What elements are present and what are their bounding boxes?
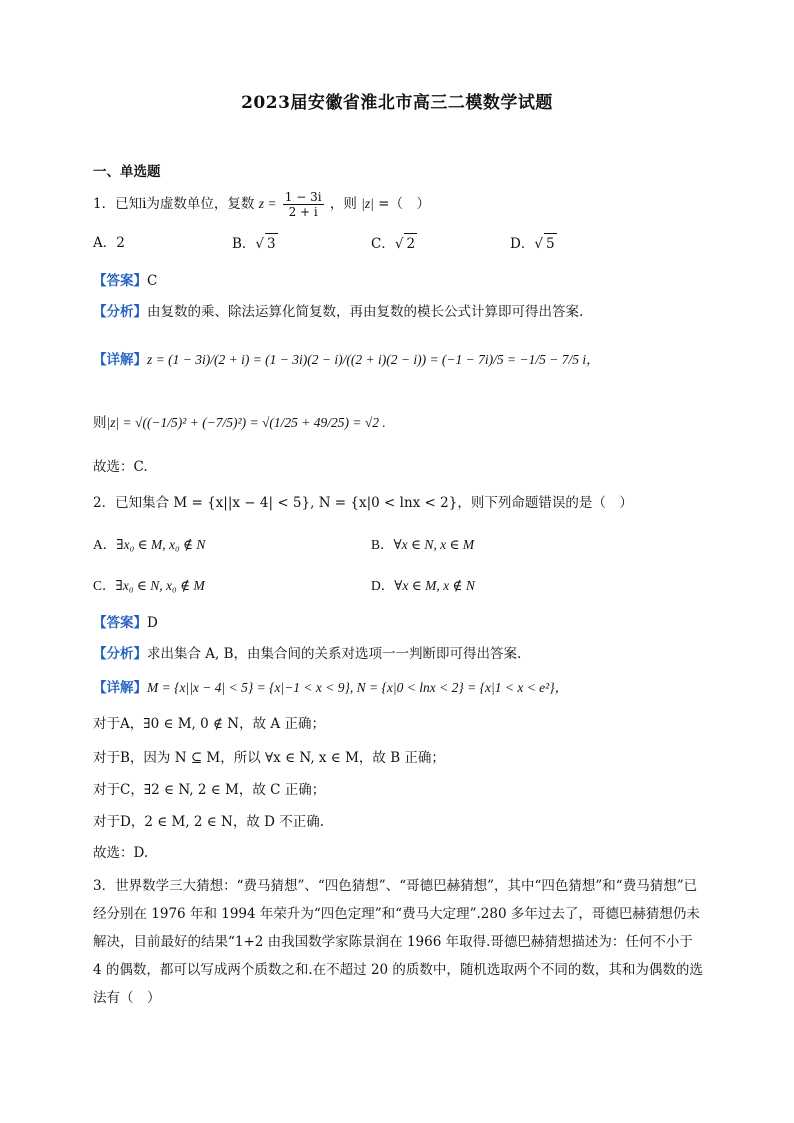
q1-stem-prefix: 1．已知i为虚数单位，复数: [93, 196, 255, 212]
q1-frac-num: 1 − 3i: [284, 190, 322, 204]
q1-frac-den: 2 + i: [288, 205, 318, 219]
option-value: ∀x ∈ N, x ∈ M: [393, 537, 475, 552]
analysis-text: 求出集合 A, B，由集合间的关系对选项一一判断即可得出答案.: [147, 646, 522, 662]
q1-abs-z: |z|: [361, 196, 374, 211]
q2-answer: [93, 613, 158, 633]
option-value: 2: [404, 233, 417, 254]
option-value: 5: [544, 233, 557, 254]
analysis-tag: 【分析】: [93, 646, 147, 662]
answer-value: D: [147, 615, 158, 631]
q2-case-c: 对于C，∃2 ∈ N, 2 ∈ M，故 C 正确；: [93, 782, 326, 798]
option-letter: B．: [232, 236, 256, 252]
answer-tag: 【答案】: [93, 273, 147, 289]
q1-option-d: D．√ 5: [510, 233, 557, 254]
option-letter: B．: [371, 537, 394, 552]
q1-stem-suffix: ，则: [329, 196, 357, 212]
q1-detail: [93, 350, 600, 370]
q1-stem-end: =（ ）: [378, 196, 430, 212]
q2-detail: [93, 678, 568, 698]
option-letter: D．: [510, 236, 535, 252]
q2-option-c: [93, 576, 205, 596]
q2-option-d: [371, 576, 475, 596]
q1-fraction: [283, 190, 324, 219]
analysis-tag: 【分析】: [93, 304, 147, 320]
detail-formula: M = {x||x − 4| < 5} = {x|−1 < x < 9}, N = {x|0 < lnx < 2} = {x|1 < x < e²}，: [147, 680, 569, 695]
q1-analysis: [93, 302, 583, 322]
q1-option-a: [93, 233, 125, 253]
option-value: ∃x₀ ∈ N, x₀ ∉ M: [115, 578, 205, 593]
option-letter: C．: [93, 578, 116, 593]
option-letter: A．: [93, 537, 117, 552]
detail-prefix: 则: [93, 415, 107, 431]
option-value: ∀x ∈ M, x ∉ N: [394, 578, 475, 593]
q2-case-a: 对于A，∃0 ∈ M, 0 ∉ N，故 A 正确；: [93, 716, 325, 732]
option-value: 2: [116, 235, 125, 251]
q1-option-c: C．√ 2: [371, 233, 417, 254]
option-letter: A．: [93, 235, 117, 251]
q1-option-b: B．√ 3: [232, 233, 278, 254]
q2-case-b: 对于B，因为 N ⊆ M，所以 ∀x ∈ N, x ∈ M，故 B 正确；: [93, 750, 445, 766]
answer-value: C: [147, 273, 158, 289]
answer-tag: 【答案】: [93, 615, 147, 631]
q1-conclusion: 故选：C.: [93, 459, 148, 475]
option-value: 3: [265, 233, 278, 254]
q1-detail-modulus: [93, 413, 386, 433]
q1-stem: [93, 190, 430, 219]
q1-z-eq: z =: [258, 196, 277, 211]
option-value: ∃x₀ ∈ M, x₀ ∉ N: [116, 537, 206, 552]
q2-option-a: [93, 535, 205, 555]
q2-stem: 2．已知集合 M = {x||x − 4| < 5}, N = {x|0 < lnx < 2}，则下列命题错误的是（ ）: [93, 495, 633, 511]
analysis-text: 由复数的乘、除法运算化简复数，再由复数的模长公式计算即可得出答案.: [147, 304, 584, 320]
document-title: 2023届安徽省淮北市高三二模数学试题: [241, 93, 553, 113]
detail-tag: 【详解】: [93, 680, 147, 696]
detail-tag: 【详解】: [93, 352, 147, 368]
option-letter: C．: [371, 236, 395, 252]
q2-analysis: [93, 644, 521, 664]
detail-formula: z = (1 − 3i)/(2 + i) = (1 − 3i)(2 − i)/((2 + i)(2 − i)) = (−1 − 7i)/5 = −1/5 − 7/5 i，: [147, 352, 600, 367]
detail-modulus-formula: |z| = √((−1/5)² + (−7/5)²) = √(1/25 + 49/25) = √2 .: [106, 415, 386, 430]
q3-stem: 3．世界数学三大猜想：“费马猜想”、“四色猜想”、“哥德巴赫猜想”，其中“四色猜想”和“费马猜想”已经分别在 1976 年和 1994 年荣升为“四色定理”和“费马大定理”.280 多年过去了，哥德巴赫猜想仍未解决，目前最好的结果“1+2 由我国数学家陈景润在 1966 年取得.哥德巴赫猜想描述为：任何不小于 4 的偶数，都可以写成两个质数之和.在不超过 20 的质数中，随机选取两个不同的数，其和为偶数的选法有（ ）: [93, 878, 703, 1006]
option-letter: D．: [371, 578, 395, 593]
q2-case-d: 对于D，2 ∈ M, 2 ∈ N，故 D 不正确.: [93, 814, 325, 830]
section-heading: 一、单选题: [93, 164, 161, 180]
q1-answer: [93, 271, 157, 291]
q2-conclusion: 故选：D.: [93, 845, 149, 861]
q2-option-b: [371, 535, 474, 555]
